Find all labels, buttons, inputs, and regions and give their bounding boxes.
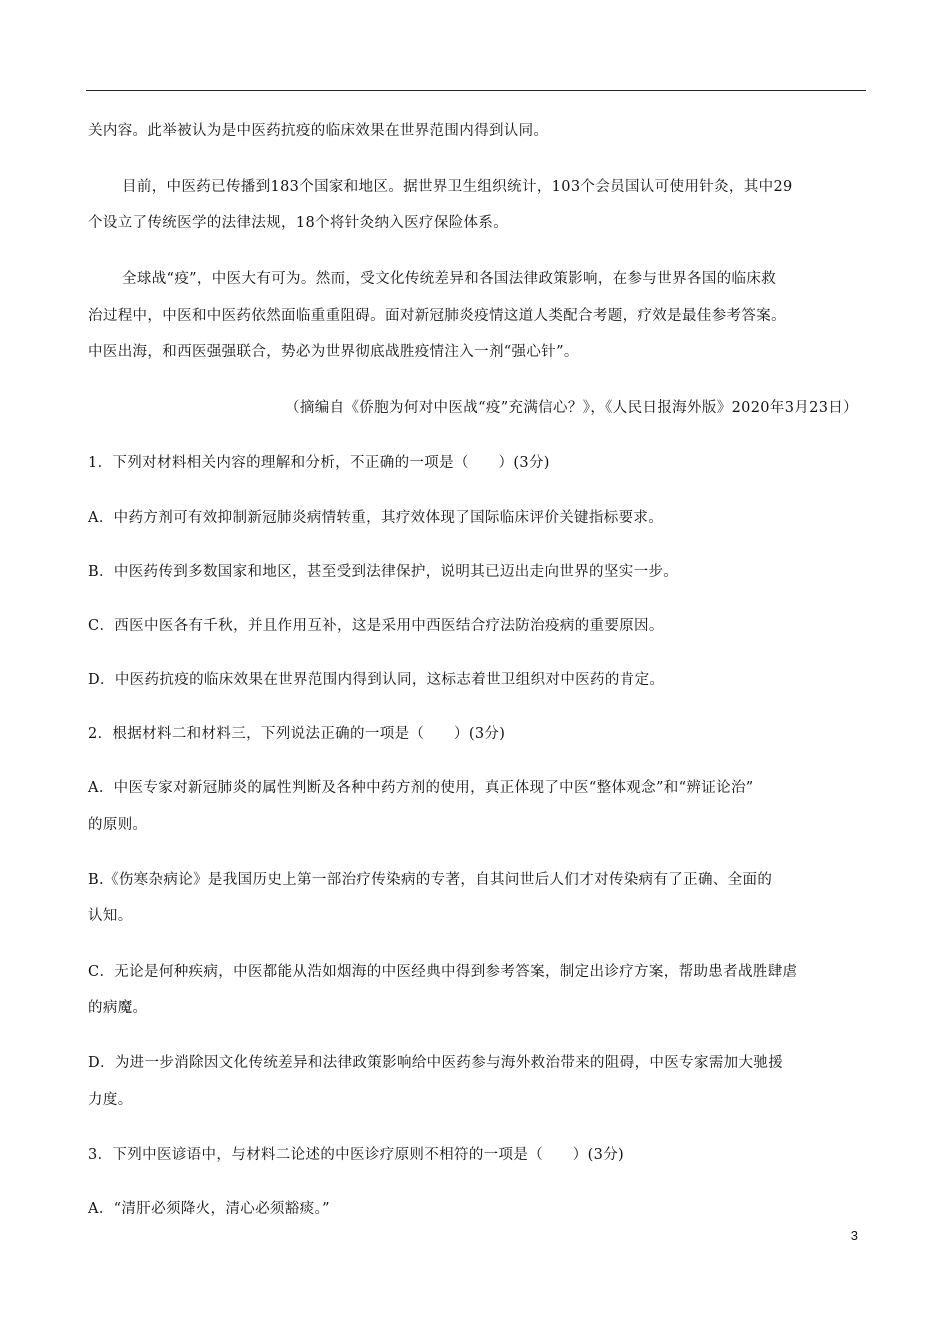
question-2-option-a-line-2: 的原则。 [88,817,148,833]
question-1-option-c: C．西医中医各有千秋，并且作用互补，这是采用中西医结合疗法防治疫病的重要原因。 [88,618,664,634]
paragraph-2-line-3: 中医出海，和西医强强联合，势必为世界彻底战胜疫情注入一剂“强心针”。 [88,344,579,360]
question-1-option-a: A．中药方剂可有效抑制新冠肺炎病情转重，其疗效体现了国际临床评价关键指标要求。 [88,510,664,526]
paragraph-2-line-1: 全球战“疫”，中医大有可为。然而，受文化传统差异和各国法律政策影响，在参与世界各国的临床救 [122,271,777,287]
question-3-option-a: A．“清肝必须降火，清心必须豁痰。” [88,1201,330,1217]
question-3-stem: 3．下列中医谚语中，与材料二论述的中医诊疗原则不相符的一项是（ ）(3分) [88,1147,625,1163]
page-number: 3 [850,1228,858,1243]
question-2-option-c-line-1: C．无论是何种疾病，中医都能从浩如烟海的中医经典中得到参考答案，制定出诊疗方案，帮助患者战胜肆虐 [88,964,798,980]
header-rule [86,90,866,91]
question-2-option-d-line-2: 力度。 [88,1092,133,1108]
question-1-option-d: D．中医药抗疫的临床效果在世界范围内得到认同，这标志着世卫组织对中医药的肯定。 [88,672,665,688]
question-2-option-a-line-1: A．中医专家对新冠肺炎的属性判断及各种中药方剂的使用，真正体现了中医“整体观念”和“辨证论治” [88,780,754,796]
question-2-option-c-line-2: 的病魔。 [88,1000,148,1016]
continuation-text: 关内容。此举被认为是中医药抗疫的临床效果在世界范围内得到认同。 [88,123,549,139]
question-2-option-b-line-1: B.《伤寒杂病论》是我国历史上第一部治疗传染病的专著，自其问世后人们才对传染病有了正确、全面的 [88,872,773,888]
paragraph-2-line-2: 治过程中，中医和中医药依然面临重重阻碍。面对新冠肺炎疫情这道人类配合考题，疗效是最佳参考答案。 [88,308,786,324]
paragraph-1-line-1: 目前，中医药已传播到183个国家和地区。据世界卫生组织统计，103个会员国认可使用针灸，其中29 [122,179,793,195]
question-1-option-b: B．中医药传到多数国家和地区，甚至受到法律保护，说明其已迈出走向世界的坚实一步。 [88,564,679,580]
paragraph-1-line-2: 个设立了传统医学的法律法规，18个将针灸纳入医疗保险体系。 [88,215,509,231]
question-2-option-b-line-2: 认知。 [88,908,133,924]
source-citation: （摘编自《侨胞为何对中医战“疫”充满信心？》，《人民日报海外版》2020年3月23日） [285,400,858,416]
question-2-stem: 2．根据材料二和材料三，下列说法正确的一项是（ ）(3分) [88,726,506,742]
question-1-stem: 1．下列对材料相关内容的理解和分析，不正确的一项是（ ）(3分) [88,455,550,471]
question-2-option-d-line-1: D．为进一步消除因文化传统差异和法律政策影响给中医药参与海外救治带来的阻碍，中医专家需加大驰援 [88,1055,784,1071]
